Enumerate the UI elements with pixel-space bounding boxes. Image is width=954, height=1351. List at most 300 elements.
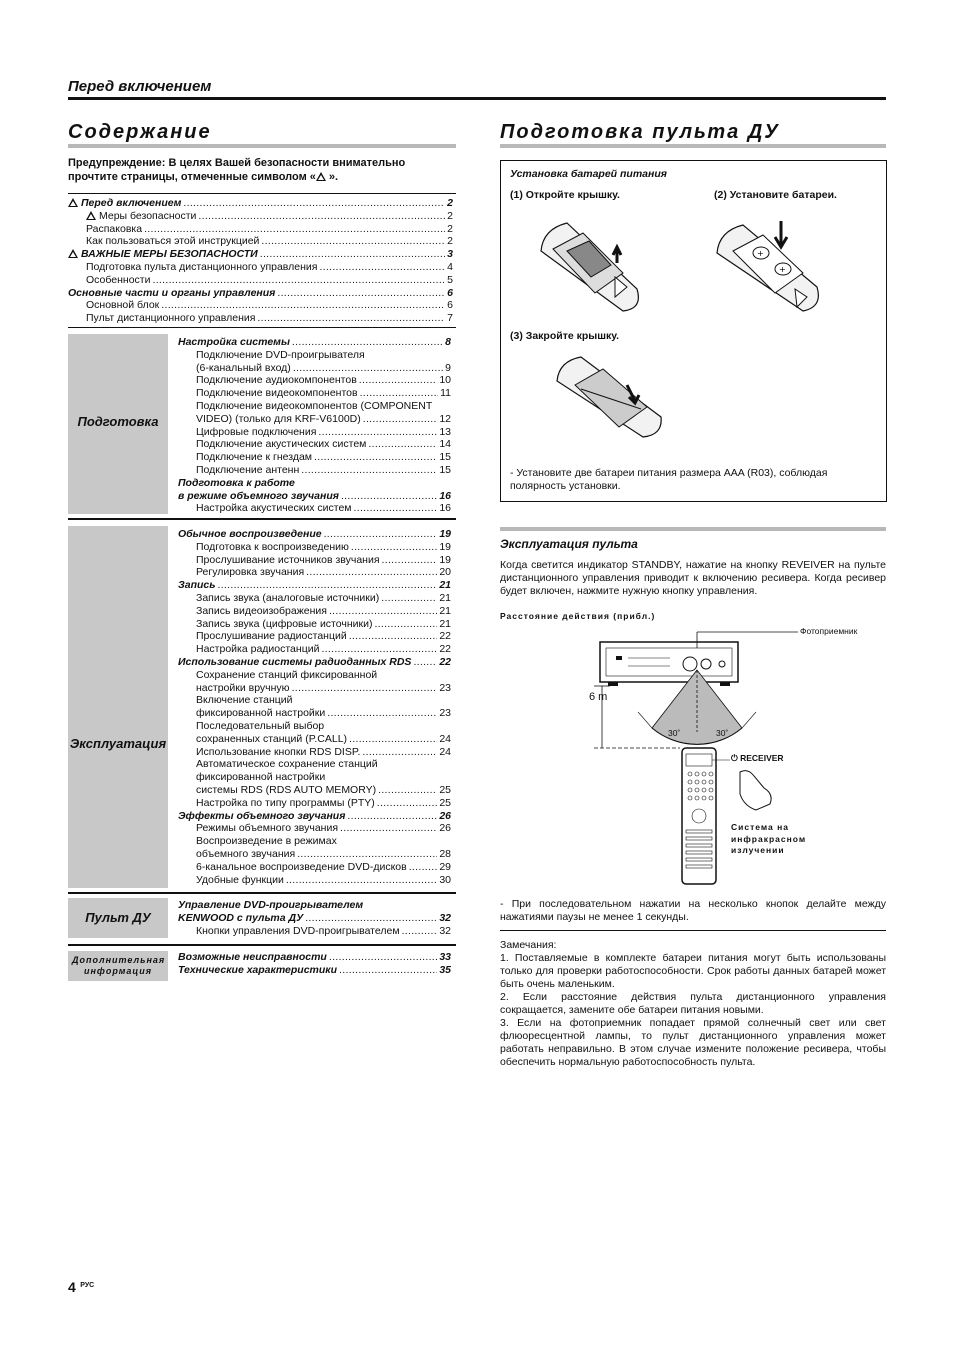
toc-entry — [178, 592, 451, 605]
remarks-heading: Замечания: — [500, 939, 557, 951]
toc-leader — [378, 784, 437, 797]
toc-entry-label — [178, 438, 366, 451]
warning-icon — [316, 172, 326, 181]
toc-entry-text: Распаковка — [86, 222, 143, 235]
toc-entry-label — [178, 758, 378, 771]
angle-right: 30˚ — [716, 728, 729, 738]
toc-page-number: 20 — [439, 566, 451, 579]
battery-heading: Установка батарей питания — [510, 168, 667, 180]
toc-leader — [305, 912, 437, 925]
toc-entry-label — [178, 592, 379, 605]
toc-page-number: 5 — [447, 273, 453, 286]
toc-leader — [218, 579, 438, 592]
toc-leader — [351, 541, 437, 554]
side-tab-operation — [68, 526, 168, 888]
toc-entry — [68, 299, 453, 312]
toc-entry-label — [178, 951, 327, 964]
toc-entry — [68, 223, 453, 236]
side-tab-label: Подготовка — [77, 414, 159, 429]
toc-page-number: 2 — [447, 222, 453, 235]
toc-entry — [178, 899, 451, 912]
toc-leader — [340, 822, 437, 835]
toc-leader — [327, 707, 437, 720]
toc-entry — [178, 656, 451, 669]
toc-entry — [178, 579, 451, 592]
toc-entry-label — [178, 579, 216, 592]
toc-entry-text: Воспроизведение в режимах — [196, 835, 337, 848]
toc-entry-label — [178, 784, 376, 797]
toc-entry-label — [178, 451, 312, 464]
toc-page-number: 22 — [439, 655, 451, 668]
toc-entry — [178, 682, 451, 695]
toc-leader — [362, 746, 437, 759]
safety-warning — [68, 156, 456, 184]
toc-entry-text: VIDEO) (только для KRF-V6100D) — [196, 412, 361, 425]
toc-entry-label — [178, 464, 299, 477]
toc-entry-label — [68, 210, 196, 223]
toc-entry-label — [68, 299, 159, 312]
open-cover-illustration — [533, 211, 653, 316]
toc-entry-label — [178, 720, 324, 733]
toc-entry — [178, 451, 451, 464]
toc-leader — [277, 287, 445, 300]
power-icon: ⏻ — [731, 753, 741, 763]
toc-entry-text: Настройка системы — [178, 336, 290, 348]
toc-entry-label — [68, 312, 255, 325]
divider — [68, 327, 456, 328]
toc-entry-text: Подготовка пульта дистанционного управления — [86, 260, 318, 273]
toc-entry — [178, 464, 451, 477]
toc-entry-text: Управление DVD-проигрывателем — [178, 899, 364, 911]
side-tab-preparation — [68, 334, 168, 514]
toc-entry-text: Подключение аудиокомпонентов — [196, 374, 357, 387]
toc-entry — [68, 261, 453, 274]
toc-page-number: 24 — [439, 732, 451, 745]
toc-page-number: 2 — [447, 197, 453, 209]
toc-entry-text: Цифровые подключения — [196, 425, 317, 438]
toc-entry-label — [178, 810, 345, 823]
toc-entry — [178, 784, 451, 797]
toc-entry-text: Подключение антенн — [196, 463, 300, 476]
range-label: Расстояние действия (прибл.) — [500, 611, 656, 621]
toc-entry-text: Настройка радиостанций — [196, 643, 320, 656]
toc-page-number: 19 — [439, 553, 451, 566]
warning-icon — [68, 249, 78, 258]
operation-heading: Эксплуатация пульта — [500, 537, 638, 551]
toc-entry-text: Запись видеоизображения — [196, 604, 327, 617]
toc-entry-text: Основной блок — [86, 299, 160, 312]
toc-leader — [341, 490, 437, 503]
side-tab-label: Дополнительная информация — [72, 955, 166, 976]
toc-entry — [68, 197, 453, 210]
toc-entry — [178, 810, 451, 823]
toc-entry-text: фиксированной настройки — [196, 707, 326, 720]
toc-entry — [178, 643, 451, 656]
toc-leader — [314, 451, 437, 464]
toc-page-number: 12 — [439, 412, 451, 425]
toc-entry-text: Запись — [178, 579, 216, 592]
toc-leader — [374, 618, 437, 631]
toc-entry-label — [178, 771, 325, 784]
toc-entry-text: 6-канальное воспроизведение DVD-дисков — [196, 860, 407, 873]
toc-entry-text: Подготовка к работе — [178, 476, 295, 489]
step2-label: (2) Установите батареи. — [714, 189, 837, 201]
toc-entry-text: сохраненных станций (P.CALL) — [196, 732, 348, 745]
toc-leader — [152, 274, 445, 287]
toc-entry-text: Включение станций — [196, 694, 293, 707]
toc-entry-label — [178, 848, 295, 861]
toc-leader — [292, 336, 443, 349]
toc-entry-label — [178, 374, 357, 387]
toc-entry-text: системы RDS (RDS AUTO MEMORY) — [196, 783, 377, 796]
toc-entry-label — [68, 287, 275, 300]
toc-entry — [68, 287, 453, 300]
angle-left: 30˚ — [668, 728, 681, 738]
safety-warning-end: ». — [328, 171, 339, 183]
toc-entry — [178, 362, 451, 375]
toc-entry-label — [178, 746, 360, 759]
side-tab-label: Пульт ДУ — [85, 910, 151, 925]
toc-entry-label — [178, 336, 290, 349]
toc-entry-label — [178, 605, 327, 618]
toc-additional — [178, 951, 451, 977]
toc-entry — [178, 541, 451, 554]
toc-entry-text: Как пользоваться этой инструкцией — [86, 235, 260, 248]
remote-title-rule — [500, 144, 886, 148]
toc-entry-text: Использование кнопки RDS DISP. — [196, 745, 361, 758]
toc-entry-label — [178, 413, 361, 426]
toc-entry-label — [178, 630, 347, 643]
toc-entry-label — [178, 566, 304, 579]
toc-entry-label — [178, 528, 322, 541]
toc-page-number: 29 — [439, 860, 451, 873]
toc-entry-text: Кнопки управления DVD-проигрывателем — [196, 924, 400, 937]
remark-item: 2. Если расстояние действия пульта дистанционного управления сокращается, замените обе батареи питания новыми. — [500, 991, 886, 1016]
section-header: Перед включением — [68, 78, 212, 95]
toc-entry — [178, 707, 451, 720]
toc-leader — [347, 810, 437, 823]
safety-warning-text: Предупреждение: В целях Вашей безопасности внимательно прочтите страницы, отмеченные символом « — [68, 157, 406, 183]
toc-entry-label — [178, 874, 284, 887]
toc-leader — [321, 643, 437, 656]
toc-page-number: 14 — [439, 438, 451, 451]
operation-text: Когда светится индикатор STANDBY, нажатие на кнопку REVEIVER на пульте дистанционного управления приводит к включению ресивера. Когда ресивер будет включен, нажмите нужную кнопку управления. — [500, 559, 886, 597]
toc-page-number: 25 — [439, 783, 451, 796]
toc-leader — [324, 528, 438, 541]
toc-page-number: 25 — [439, 796, 451, 809]
toc-entry-label — [178, 502, 352, 515]
toc-entry-text: Настройка по типу программы (PTY) — [196, 796, 375, 809]
language-label: РУС — [80, 1282, 95, 1289]
toc-entry-text: объемного звучания — [196, 847, 296, 860]
svg-text:+: + — [779, 265, 786, 274]
toc-entry — [178, 874, 451, 887]
toc-entry-label — [68, 248, 258, 261]
toc-page-number: 15 — [439, 451, 451, 464]
page-footer — [68, 1279, 94, 1297]
toc-leader — [409, 861, 438, 874]
toc-entry-text: Меры безопасности — [99, 209, 197, 222]
toc-entry — [178, 861, 451, 874]
toc-page-number: 30 — [439, 873, 451, 886]
toc-leader — [319, 261, 445, 274]
toc-entry — [178, 349, 451, 362]
warning-icon — [68, 198, 78, 207]
sensor-label: Фотоприемник — [800, 626, 858, 636]
toc-entry — [178, 822, 451, 835]
toc-entry-label — [178, 925, 400, 938]
toc-leader — [349, 630, 438, 643]
toc-entry-text: Прослушивание источников звучания — [196, 553, 380, 566]
toc-entry-text: Запись звука (цифровые источники) — [196, 617, 373, 630]
toc-leader — [360, 387, 439, 400]
toc-page-number: 32 — [439, 924, 451, 937]
toc-entry-label — [178, 387, 358, 400]
toc-page-number: 19 — [439, 528, 451, 540]
toc-entry-text: настройки вручную — [196, 681, 290, 694]
toc-entry — [178, 925, 451, 938]
toc-page-number: 9 — [445, 361, 451, 374]
toc-entry-text: Подготовка к воспроизведению — [196, 540, 349, 553]
toc-entry-text: Подключение акустических систем — [196, 438, 367, 451]
battery-box — [500, 160, 887, 502]
toc-page-number: 6 — [447, 286, 453, 299]
toc-entry-text: Особенности — [86, 273, 151, 286]
toc-entry-label — [178, 554, 380, 567]
toc-entry — [178, 771, 451, 784]
toc-remote — [178, 899, 451, 937]
toc-entry-text: KENWOOD с пульта ДУ — [178, 911, 304, 924]
toc-leader — [363, 413, 438, 426]
toc-page-number: 7 — [447, 312, 453, 325]
toc-preparation — [178, 336, 451, 515]
toc-page-number: 19 — [439, 540, 451, 553]
toc-entry-label — [178, 694, 293, 707]
toc-entry — [178, 605, 451, 618]
toc-entry — [68, 274, 453, 287]
toc-leader — [329, 605, 437, 618]
toc-entry — [178, 426, 451, 439]
toc-entry-label — [178, 541, 349, 554]
divider — [68, 892, 456, 894]
close-cover-illustration — [551, 351, 676, 441]
toc-entry-text: Обычное воспроизведение — [178, 528, 322, 540]
header-rule — [68, 97, 886, 100]
toc-entry-text: Эффекты объемного звучания — [178, 809, 346, 822]
toc-leader — [293, 362, 443, 375]
toc-page-number: 35 — [439, 963, 451, 976]
toc-entry-label — [178, 682, 290, 695]
toc-entry-text: Подключение DVD-проигрывателя — [196, 348, 365, 361]
toc-entry — [178, 835, 451, 848]
toc-leader — [257, 312, 445, 325]
toc-leader — [297, 848, 437, 861]
toc-page-number: 16 — [439, 489, 451, 502]
toc-entry — [178, 733, 451, 746]
toc-entry-text: Регулировка звучания — [196, 566, 305, 579]
toc-entry-text: Настройка акустических систем — [196, 502, 352, 515]
toc-page-number: 23 — [439, 681, 451, 694]
toc-entry — [68, 235, 453, 248]
side-tab-remote — [68, 898, 168, 938]
toc-entry-label — [178, 349, 365, 362]
toc-entry — [178, 566, 451, 579]
side-tab-label: Эксплуатация — [69, 736, 167, 751]
toc-page-number: 15 — [439, 463, 451, 476]
operation-note: - При последовательном нажатии на несколько кнопок делайте между нажатиями паузы не менее 1 секунды. — [500, 898, 886, 923]
toc-entry-label — [68, 197, 181, 210]
toc-entry-label — [68, 223, 142, 236]
toc-leader — [260, 248, 445, 261]
toc-entry-text: Прослушивание радиостанций — [196, 630, 347, 643]
remarks — [500, 939, 886, 1069]
toc-leader — [359, 374, 438, 387]
toc-entry-label — [178, 912, 303, 925]
toc-page-number: 13 — [439, 425, 451, 438]
side-tab-additional — [68, 951, 168, 981]
remark-item: 1. Поставляемые в комплекте батареи питания могут быть использованы только для проверки работоспособности. Срок работы данных батарей может быть очень маленьким. — [500, 952, 886, 990]
toc-leader — [261, 235, 445, 248]
toc-leader — [183, 197, 445, 210]
divider — [68, 518, 456, 520]
toc-page-number: 22 — [439, 630, 451, 643]
toc-operation — [178, 528, 451, 886]
toc-leader — [413, 656, 437, 669]
toc-entry-text: Сохранение станций фиксированной — [196, 668, 378, 681]
toc-entry-text: в режиме объемного звучания — [178, 489, 339, 502]
remark-item: 3. Если на фотоприемник попадает прямой солнечный свет или свет флюоресцентной лампы, то пульт дистанционного управления может работать неправильно. В этом случае измените положение ресивера, чтобы обеспечить нормальную работоспособность пульта. — [500, 1017, 886, 1068]
toc-entry-label — [178, 643, 319, 656]
toc-entry — [178, 669, 451, 682]
insert-batteries-illustration — [711, 211, 831, 316]
toc-page-number: 22 — [439, 643, 451, 656]
toc-entry-label — [178, 733, 347, 746]
toc-entry — [178, 964, 451, 977]
toc-entry-label — [178, 400, 432, 413]
toc-entry-label — [178, 822, 338, 835]
toc-entry-text: Возможные неисправности — [178, 951, 327, 963]
toc-entry-text: Перед включением — [81, 197, 182, 209]
toc-leader — [318, 426, 437, 439]
toc-leader — [329, 951, 437, 964]
step1-label: (1) Откройте крышку. — [510, 189, 620, 201]
toc-entry-text: Подключение видеокомпонентов — [196, 387, 358, 400]
toc-entry-label — [178, 669, 377, 682]
toc-entry — [68, 312, 453, 325]
toc-entry-text: Автоматическое сохранение станций — [196, 758, 378, 771]
toc-page-number: 23 — [439, 707, 451, 720]
section-rule — [500, 527, 886, 531]
page-number: 4 — [68, 1279, 76, 1295]
toc-page-number: 8 — [445, 336, 451, 348]
toc-page-number: 21 — [439, 604, 451, 617]
toc-page-number: 16 — [439, 502, 451, 515]
receiver-button-label — [731, 753, 784, 764]
toc-entry-label — [178, 490, 339, 503]
toc-page-number: 24 — [439, 745, 451, 758]
toc-entry — [178, 746, 451, 759]
remote-prep-title: Подготовка пульта ДУ — [500, 121, 780, 143]
toc-page-number: 6 — [447, 299, 453, 312]
toc-top — [68, 197, 453, 325]
toc-entry — [178, 374, 451, 387]
toc-page-number: 11 — [440, 387, 451, 400]
toc-entry — [178, 336, 451, 349]
toc-leader — [144, 223, 445, 236]
toc-page-number: 2 — [447, 209, 453, 222]
toc-page-number: 21 — [439, 579, 451, 592]
toc-entry-text: фиксированной настройки — [196, 771, 326, 784]
toc-entry-label — [178, 477, 295, 490]
divider — [68, 944, 456, 946]
toc-entry — [178, 438, 451, 451]
toc-leader — [292, 682, 438, 695]
toc-entry — [178, 502, 451, 515]
svg-text:+: + — [757, 249, 764, 258]
toc-entry — [178, 720, 451, 733]
toc-page-number: 3 — [447, 248, 453, 261]
toc-leader — [286, 874, 437, 887]
toc-entry — [178, 694, 451, 707]
toc-page-number: 28 — [439, 847, 451, 860]
toc-entry-text: Подключение видеокомпонентов (COMPONENT — [196, 399, 433, 412]
battery-note: - Установите две батареи питания размера AAA (R03), соблюдая полярность установки. — [510, 467, 828, 492]
toc-page-number: 33 — [439, 951, 451, 963]
toc-entry — [178, 758, 451, 771]
toc-leader — [381, 592, 437, 605]
toc-entry-text: ВАЖНЫЕ МЕРЫ БЕЗОПАСНОСТИ — [81, 248, 258, 261]
toc-entry — [178, 400, 451, 413]
toc-entry-text: Режимы объемного звучания — [196, 822, 339, 835]
toc-entry — [178, 797, 451, 810]
toc-page-number: 4 — [447, 260, 453, 273]
toc-leader — [161, 299, 445, 312]
toc-entry-label — [68, 261, 317, 274]
receiver-label: RECEIVER — [740, 753, 784, 763]
ir-label: Система на инфракрасном излучении — [731, 822, 807, 855]
toc-entry — [178, 490, 451, 503]
toc-page-number: 2 — [447, 235, 453, 248]
distance-label: 6 m — [589, 691, 608, 703]
toc-leader — [301, 464, 437, 477]
toc-entry — [178, 848, 451, 861]
toc-entry-text: Запись звука (аналоговые источники) — [196, 591, 380, 604]
toc-page-number: 21 — [439, 617, 451, 630]
toc-entry — [178, 912, 451, 925]
toc-entry-text: Пульт дистанционного управления — [86, 312, 256, 325]
toc-entry-text: Технические характеристики — [178, 963, 338, 976]
toc-entry-label — [178, 835, 337, 848]
toc-entry-label — [178, 707, 325, 720]
toc-entry — [178, 387, 451, 400]
divider — [500, 930, 886, 931]
toc-entry-label — [178, 797, 375, 810]
toc-leader — [382, 554, 438, 567]
toc-entry — [178, 528, 451, 541]
step3-label: (3) Закройте крышку. — [510, 330, 620, 342]
toc-leader — [349, 733, 437, 746]
toc-entry — [178, 477, 451, 490]
divider — [68, 193, 456, 194]
toc-entry-label — [178, 618, 372, 631]
toc-entry — [178, 554, 451, 567]
toc-entry-text: Подключение к гнездам — [196, 451, 313, 464]
toc-entry-text: Основные части и органы управления — [68, 286, 276, 299]
toc-entry — [178, 618, 451, 631]
toc-entry-text: Последовательный выбор — [196, 719, 325, 732]
contents-title: Содержание — [68, 121, 212, 143]
toc-entry-text: Использование системы радиоданных RDS — [178, 655, 412, 668]
